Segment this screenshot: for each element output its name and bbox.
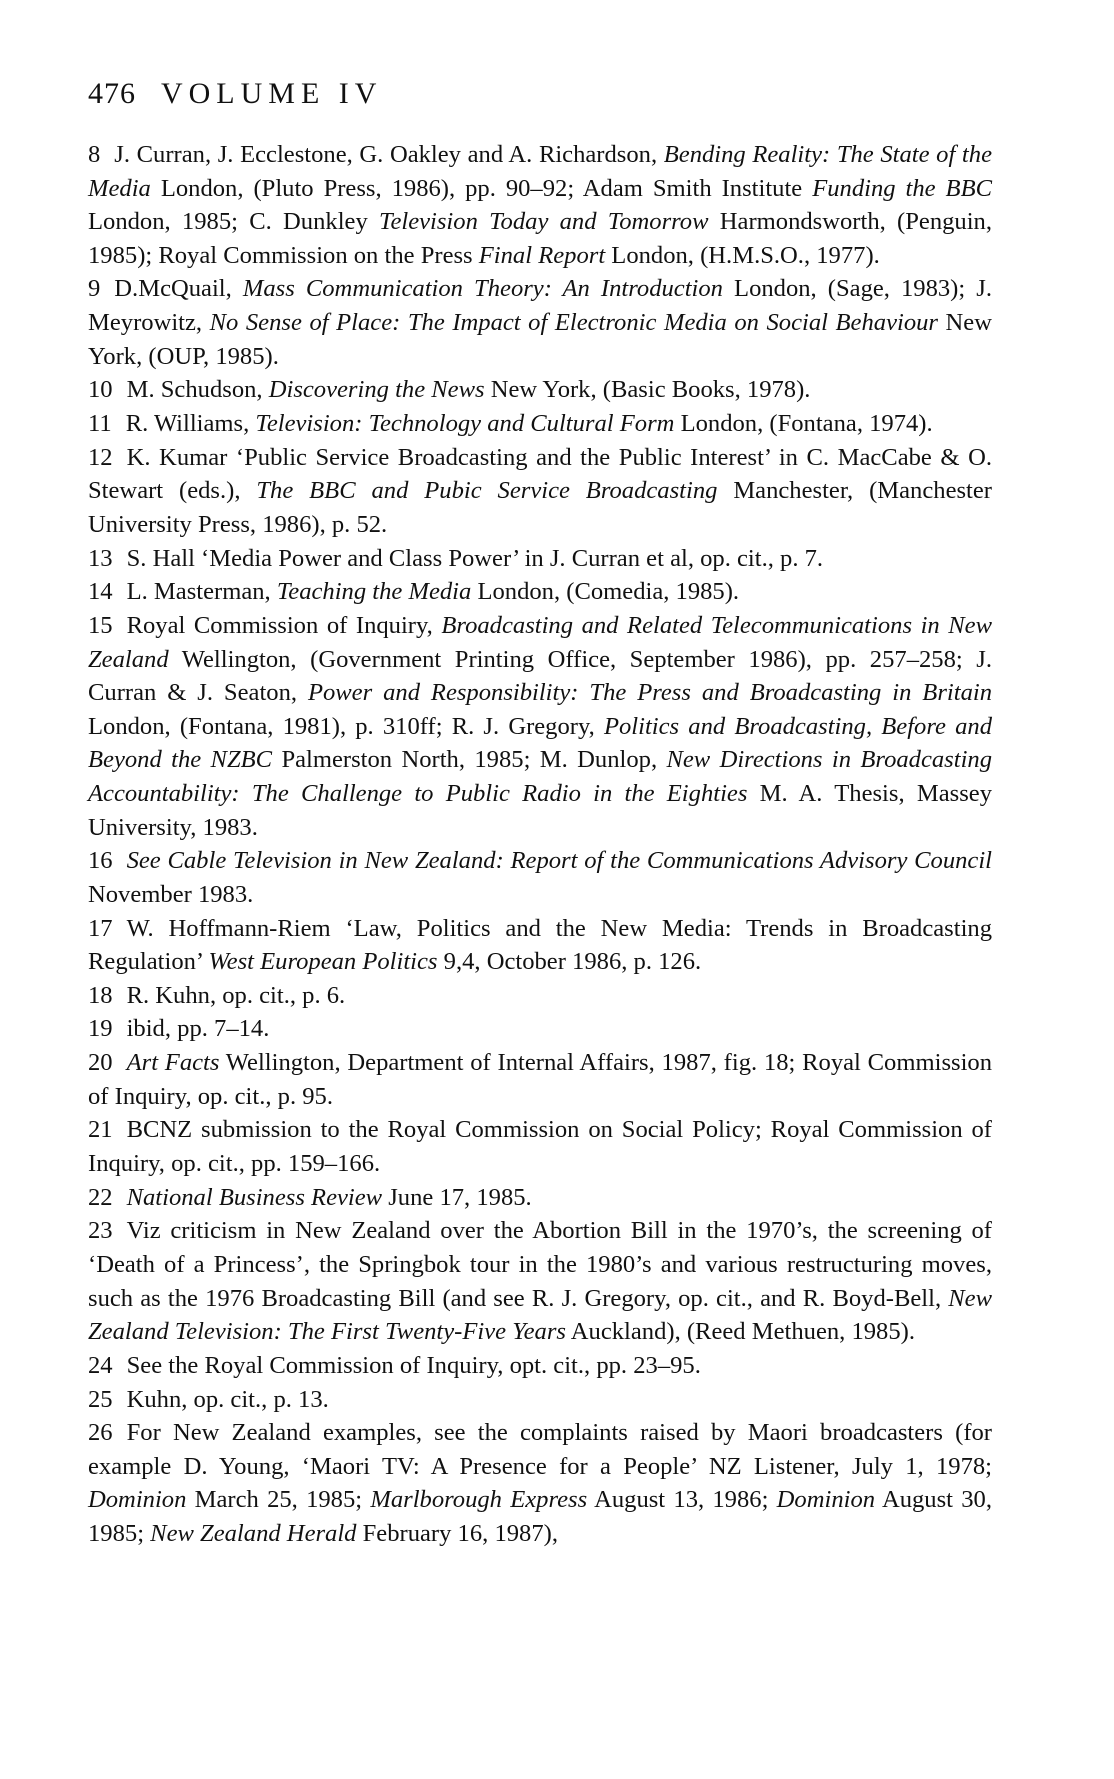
endnotes-list bbox=[88, 138, 992, 1551]
endnote-text: Manchester, (Manchester University Press, 1986), p. 52. bbox=[88, 477, 992, 538]
endnote-26 bbox=[88, 1416, 992, 1550]
endnote-16 bbox=[88, 844, 992, 911]
endnote-text: Kuhn, op. cit., p. 13. bbox=[126, 1385, 329, 1413]
endnote-text: ibid, pp. 7–14. bbox=[126, 1015, 270, 1043]
endnote-text: Palmerston North, 1985; M. Dunlop, bbox=[272, 746, 667, 774]
endnote-title-italic: New Directions in Broadcasting Accountability: The Challenge to Public Radio in the Eighties bbox=[88, 746, 992, 807]
endnote-title-italic: New Zealand Herald bbox=[150, 1520, 357, 1548]
endnote-number: 14 bbox=[88, 578, 113, 606]
endnote-text: June 17, 1985. bbox=[382, 1183, 532, 1211]
endnote-number: 16 bbox=[88, 847, 113, 875]
endnote-title-italic: Discovering the News bbox=[268, 376, 485, 404]
endnote-number: 23 bbox=[88, 1217, 113, 1245]
endnote-text: For New Zealand examples, see the complaints raised by Maori broadcasters (for example D. Young, ‘Maori TV: A Presence for a People’ NZ Listener, July 1, 1978; bbox=[88, 1419, 992, 1480]
endnote-10 bbox=[88, 373, 992, 407]
endnote-text: M. A. Thesis, Massey University, 1983. bbox=[88, 779, 992, 841]
endnote-title-italic: Funding the BBC bbox=[812, 174, 992, 202]
endnote-text: February 16, 1987), bbox=[356, 1520, 558, 1548]
endnote-number: 13 bbox=[88, 544, 113, 572]
endnote-text: Wellington, Department of Internal Affairs, 1987, fig. 18; Royal Commission of Inquiry, op. cit., p. 95. bbox=[88, 1049, 993, 1110]
endnote-14 bbox=[88, 575, 992, 609]
endnote-text: Royal Commission of Inquiry, bbox=[126, 611, 442, 639]
endnote-title-italic: See Cable Television in New Zealand: Report of the Communications Advisory Council bbox=[126, 847, 992, 875]
endnote-title-italic: New Zealand Television: The First Twenty-Five Years bbox=[88, 1284, 992, 1346]
endnote-title-italic: The BBC and Pubic Service Broadcasting bbox=[256, 477, 718, 505]
endnote-number: 10 bbox=[88, 376, 113, 404]
endnote-text: R. Williams, bbox=[125, 410, 256, 438]
endnote-text: London, (Pluto Press, 1986), pp. 90–92; Adam Smith Institute bbox=[150, 174, 813, 202]
endnote-text: Viz criticism in New Zealand over the Abortion Bill in the 1970’s, the screening of ‘Death of a Princess’, the Springbok tour in the 1980’s and various restructuring moves, such as the 1976 Broadcasting Bill (and see R. J. Gregory, op. cit., and R. Boyd-Bell, bbox=[88, 1217, 992, 1312]
endnote-15 bbox=[88, 609, 992, 844]
endnote-21 bbox=[88, 1113, 992, 1180]
endnote-number: 18 bbox=[88, 981, 113, 1009]
endnote-text: London, (Sage, 1983); J. Meyrowitz, bbox=[88, 275, 992, 337]
endnote-12 bbox=[88, 441, 992, 542]
endnote-title-italic: No Sense of Place: The Impact of Electronic Media on Social Behaviour bbox=[209, 309, 938, 337]
endnote-19 bbox=[88, 1012, 992, 1046]
endnote-text: J. Curran, J. Ecclestone, G. Oakley and A. Richardson, bbox=[114, 141, 664, 168]
endnote-number: 9 bbox=[88, 275, 101, 303]
endnote-title-italic: Television Today and Tomorrow bbox=[379, 208, 709, 236]
endnote-number: 25 bbox=[88, 1385, 113, 1413]
endnote-text: London, (Fontana, 1981), p. 310ff; R. J. Gregory, bbox=[88, 712, 604, 740]
endnote-title-italic: Final Report bbox=[478, 241, 606, 269]
endnote-number: 8 bbox=[88, 141, 101, 168]
endnote-24 bbox=[88, 1349, 992, 1383]
endnote-title-italic: West European Politics bbox=[208, 948, 438, 976]
endnote-text: New York, (Basic Books, 1978). bbox=[484, 376, 811, 404]
endnote-title-italic: Bending Reality: The State of the Media bbox=[88, 141, 992, 202]
endnote-11 bbox=[88, 407, 992, 441]
endnote-text: S. Hall ‘Media Power and Class Power’ in J. Curran et al, op. cit., p. 7. bbox=[126, 544, 824, 572]
endnote-number: 24 bbox=[88, 1351, 113, 1379]
endnote-number: 17 bbox=[88, 914, 113, 942]
volume-title: VOLUME IV bbox=[160, 77, 383, 110]
running-head bbox=[88, 72, 992, 116]
endnote-number: 19 bbox=[88, 1015, 113, 1043]
endnote-number: 12 bbox=[88, 443, 113, 471]
endnote-13 bbox=[88, 542, 992, 576]
endnote-text: 9,4, October 1986, p. 126. bbox=[437, 948, 702, 976]
endnote-number: 21 bbox=[88, 1116, 113, 1144]
endnote-text: August 30, 1985; bbox=[88, 1486, 992, 1548]
endnote-title-italic: Marlborough Express bbox=[370, 1486, 588, 1514]
endnote-text: Harmondsworth, (Penguin, 1985); Royal Commission on the Press bbox=[88, 208, 992, 269]
endnote-text: Wellington, (Government Printing Office, September 1986), pp. 257–258; J. Curran & J. Seaton, bbox=[88, 645, 992, 707]
endnote-title-italic: Dominion bbox=[776, 1486, 876, 1514]
endnote-number: 22 bbox=[88, 1183, 113, 1211]
book-page bbox=[88, 72, 992, 1551]
endnote-18 bbox=[88, 979, 992, 1013]
endnote-title-italic: Power and Responsibility: The Press and Broadcasting in Britain bbox=[307, 679, 992, 707]
endnote-text: Auckland), (Reed Methuen, 1985). bbox=[565, 1318, 915, 1346]
endnote-text: November 1983. bbox=[88, 880, 254, 908]
endnote-17 bbox=[88, 912, 992, 979]
endnote-text: D.McQuail, bbox=[114, 275, 243, 303]
endnote-number: 26 bbox=[88, 1419, 113, 1447]
endnote-text: March 25, 1985; bbox=[186, 1486, 371, 1514]
endnote-text: BCNZ submission to the Royal Commission on Social Policy; Royal Commission of Inquiry, op. cit., pp. 159–166. bbox=[88, 1116, 992, 1178]
endnote-20 bbox=[88, 1046, 992, 1113]
endnote-number: 11 bbox=[88, 410, 112, 438]
endnote-25 bbox=[88, 1383, 992, 1417]
endnote-9 bbox=[88, 272, 992, 373]
endnote-text: See the Royal Commission of Inquiry, opt. cit., pp. 23–95. bbox=[126, 1351, 701, 1379]
endnote-23 bbox=[88, 1214, 992, 1348]
endnote-title-italic: Dominion bbox=[88, 1486, 187, 1514]
endnote-text: K. Kumar ‘Public Service Broadcasting and the Public Interest’ in C. MacCabe & O. Stewart (eds.), bbox=[88, 443, 992, 505]
endnote-title-italic: National Business Review bbox=[126, 1183, 383, 1211]
endnote-text: L. Masterman, bbox=[126, 578, 277, 606]
endnote-text: London, 1985; C. Dunkley bbox=[88, 208, 380, 236]
endnote-title-italic: Art Facts bbox=[126, 1049, 220, 1077]
endnote-title-italic: Broadcasting and Related Telecommunications in New Zealand bbox=[88, 611, 992, 673]
endnote-text: London, (Fontana, 1974). bbox=[674, 410, 933, 438]
page-number: 476 bbox=[88, 77, 136, 110]
endnote-text: August 13, 1986; bbox=[587, 1486, 777, 1514]
endnote-text: London, (H.M.S.O., 1977). bbox=[605, 241, 880, 269]
endnote-8 bbox=[88, 138, 992, 272]
endnote-text: New York, (OUP, 1985). bbox=[88, 309, 992, 370]
endnote-text: M. Schudson, bbox=[126, 376, 269, 404]
endnote-title-italic: Television: Technology and Cultural Form bbox=[255, 410, 675, 438]
endnote-title-italic: Mass Communication Theory: An Introduction bbox=[242, 275, 723, 303]
endnote-title-italic: Politics and Broadcasting, Before and Beyond the NZBC bbox=[88, 712, 992, 774]
endnote-text: London, (Comedia, 1985). bbox=[471, 578, 740, 606]
endnote-number: 20 bbox=[88, 1049, 113, 1077]
endnote-22 bbox=[88, 1181, 992, 1215]
endnote-text: W. Hoffmann-Riem ‘Law, Politics and the New Media: Trends in Broadcasting Regulation’ bbox=[88, 914, 992, 976]
endnote-text: R. Kuhn, op. cit., p. 6. bbox=[126, 981, 346, 1009]
endnote-number: 15 bbox=[88, 611, 113, 639]
endnote-title-italic: Teaching the Media bbox=[276, 578, 472, 606]
